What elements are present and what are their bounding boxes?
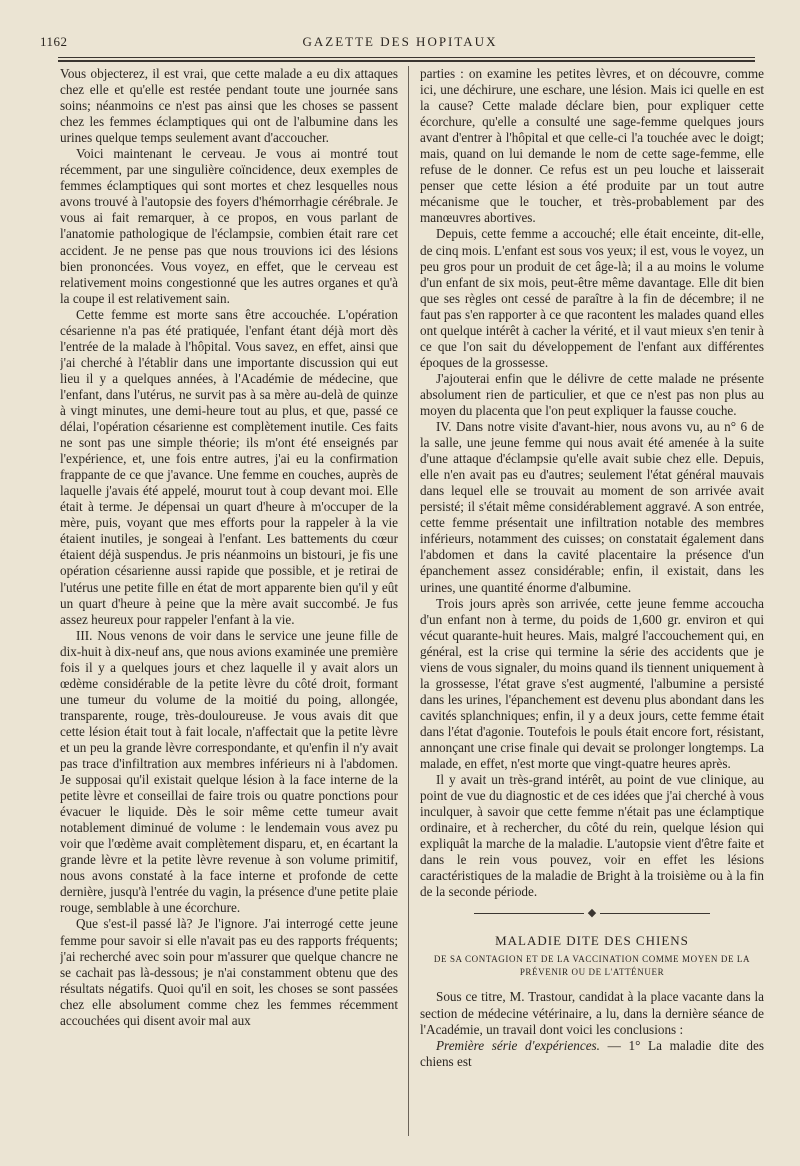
series-title: Première série d'expériences. [436, 1037, 600, 1053]
paragraph: Depuis, cette femme a accouché; elle était enceinte, dit-elle, de cinq mois. L'enfant est sous vos yeux; il est, vous le voyez, un peu gros pour un produit de cet âge-là; il a au moins le volume d'un enfant de six mois, peut-être même davantage. Elle dit bien que ses règles ont cessé de paraître à la fin de décembre; il ne faut pas s'en rapporter à ce que racontent les malades quand elles ont quelque intérêt à cacher la vérité, et il vaut mieux s'en tenir à ce que l'on sait du développement de l'enfant aux différentes époques de la grossesse. [420, 226, 764, 370]
left-column [60, 66, 398, 1146]
article-title: MALADIE DITE DES CHIENS [495, 933, 689, 949]
header-rule-thick [58, 60, 755, 62]
paragraph: Sous ce titre, M. Trastour, candidat à la place vacante dans la section de médecine vétérinaire, a lu, dans la dernière séance de l'Académie, un travail dont voici les conclusions : [420, 989, 764, 1037]
right-column [420, 66, 764, 1146]
ornament-icon: ◆ [587, 907, 597, 920]
paragraph: J'ajouterai enfin que le délivre de cette malade ne présente absolument rien de particulier, et que ce n'est pas non plus au moyen du placenta que l'on peut expliquer la fausse couche. [420, 370, 764, 418]
paragraph: IV. Dans notre visite d'avant-hier, nous avons vu, au n° 6 de la salle, une jeune femme qui nous avait été amenée à la suite d'une attaque d'éclampsie qu'elle avait subie chez elle. Depuis, elle n'en avait pas eu d'autres; seulement l'état général mauvais dans lequel elle se trouvait au moment de son arrivée avait persisté; il s'était même considérablement aggravé. A son entrée, cette femme présentait une infiltration notable des membres inférieurs, notamment des cuisses; on constatait également dans l'abdomen et dans la cavité placentaire la présence d'un épanchement assez considérable; enfin, il existait, dans les urines, une quantité énorme d'albumine. [420, 419, 764, 595]
paragraph: Que s'est-il passé là? Je l'ignore. J'ai interrogé cette jeune femme pour savoir si elle n'avait pas eu des rapports fréquents; j'ai recherché avec soin pour m'assurer que quelque chancre ne se cachait pas là-dessous; je n'ai constamment obtenu que des résultats négatifs. Quoi qu'il en soit, les choses se sont passées chez elle absolument comme chez les femmes récemment accouchées qui disent avoir mal aux [60, 916, 398, 1028]
paragraph: Voici maintenant le cerveau. Je vous ai montré tout récemment, par une singulière coïncidence, deux exemples de femmes éclamptiques qui sont mortes et chez lesquelles nous avons trouvé à l'autopsie des foyers d'hémorrhagie cérébrale. Je vous ai fait remarquer, à ce propos, en vous parlant de l'anatomie pathologique de l'éclampsie, combien était rare cet accident. Je ne pense pas que nous trouvions ici des lésions bien prononcées. Vous voyez, en effet, que le cerveau est relativement moins congestionné que les autres organes et qu'à la coupe il est relativement sain. [60, 146, 398, 306]
paragraph: parties : on examine les petites lèvres, et on découvre, comme ici, une déchirure, une eschare, une lésion. Mais ici quelle en est la cause? Cette malade déclare bien, pour expliquer cette écorchure, qu'elle a consulté une sage-femme quelques jours avant d'entrer à l'hôpital et que celle-ci l'a touchée avec le doigt; mais, quand on lui demande le nom de cette sage-femme, elle refuse de le donner. Ce refus est un peu louche et laisserait penser que cette lésion a été produite par un tout autre mécanisme que le toucher, et très-probablement par des manœuvres abortives. [420, 66, 764, 226]
paragraph [420, 1038, 764, 1070]
section-separator [420, 908, 764, 919]
article-subtitle: DE SA CONTAGION ET DE LA VACCINATION COMME MOYEN DE LA PRÉVENIR OU DE L'ATTÉNUER [433, 954, 751, 978]
page-header [40, 30, 760, 54]
paragraph: Il y avait un très-grand intérêt, au point de vue clinique, au point de vue du diagnostic et de ces idées que j'ai cherché à vous inculquer, à savoir que cette femme n'était pas une éclamptique ordinaire, et à rechercher, du côté du rein, quelque lésion qui expliquât la marche de la maladie. L'autopsie vient d'être faite et dans le rein vous pouvez, voir en effet les lésions caractéristiques de la maladie de Bright à la troisième ou à la fin de la seconde période. [420, 772, 764, 900]
paragraph: Trois jours après son arrivée, cette jeune femme accoucha d'un enfant non à terme, du poids de 1,600 gr. environ et qui vécut quarante-huit heures. Mais, malgré l'accouchement qui, en général, est la crise qui termine la série des accidents que je viens de vous signaler, du moins quand ils tiennent uniquement à la grossesse, l'état grave s'est augmenté, l'albumine a persisté dans les urines, l'épanchement est devenu plus abondant dans les cavités splanchniques; enfin, il y a deux jours, cette femme était dans l'état d'agonie. Toutefois le pouls était encore fort, résistant, annonçant une crise finale qui devait se prolonger longtemps. La malade, en effet, n'est morte que vingt-quatre heures après. [420, 595, 764, 772]
page-number: 1162 [40, 34, 68, 49]
paragraph: Cette femme est morte sans être accouchée. L'opération césarienne n'a pas été pratiquée, l'enfant étant déjà mort dès l'entrée de la malade à l'hôpital. Vous savez, en effet, ainsi que j'ai cherché à l'établir dans une importante discussion qui eut lieu il y a quelques années, à l'Académie de médecine, que l'enfant, dans l'utérus, ne survit pas à sa mère au-delà de quinze à vingt minutes, une demi-heure tout au plus, et que, passé ce délai, l'opération césarienne est complètement inutile. Ces faits ne sont pas une simple théorie; ils m'ont été enseignés par l'expérience, et, une fois entre autres, j'ai eu la confirmation frappante de ce que j'avance. Une femme en couches, auprès de laquelle j'avais été appelé, mourut tout à coup devant moi. Elle était à terme. Je dépensai un quart d'heure à m'occuper de la mère, puis, voyant que mes efforts pour la rappeler à la vie étaient inutiles, je songeai à l'enfant. Les battements du cœur étaient déjà suspendus. Je pris néanmoins un bistouri, je fis une opération césarienne aussi rapide que possible, et je retirai de l'utérus une petite fille en état de mort apparente bien qu'il y eût un quart d'heure à peine que la mère avait succombé. Je fus assez heureux pour rappeler l'enfant à la vie. [60, 306, 398, 627]
paragraph: Vous objecterez, il est vrai, que cette malade a eu dix attaques chez elle et qu'elle est restée pendant toute une journée sans soins; néanmoins ce n'est pas ainsi que les choses se passent chez les femmes éclamptiques qui ont de l'albumine dans les urines quelque temps seulement avant d'accoucher. [60, 66, 398, 146]
separator-line [474, 913, 584, 914]
column-divider [408, 66, 409, 1136]
journal-title: GAZETTE DES HOPITAUX [302, 34, 498, 49]
header-rule [58, 57, 755, 58]
separator-line [600, 913, 710, 914]
series-text: — 1° La maladie dite des chiens est [420, 1037, 764, 1069]
paragraph: III. Nous venons de voir dans le service une jeune fille de dix-huit à dix-neuf ans, que nous avions examinée une première fois il y a quelques jours et chez laquelle il y avait alors un œdème considérable de la petite lèvre du côté droit, formant une tumeur du volume de la moitié du poing, allongée, transparente, rouge, très-douloureuse. Je vous avais dit que cette lésion était tout à fait locale, n'affectait que la petite lèvre et un peu la grande lèvre correspondante, et qu'enfin il n'y avait pas trace d'infiltration aux membres inférieurs ni à l'abdomen. Je supposai qu'il existait quelque lésion à la face interne de la petite lèvre et conseillai de faire trois ou quatre ponctions pour évacuer le liquide. Dès le soir même cette tumeur avait notablement diminué de volume : le lendemain vous avez pu voir que l'œdème avait complètement disparu, et, en écartant la grande lèvre et la petite lèvre revenue à son volume primitif, nous avons constaté à la face interne et profonde de cette dernière, jusqu'à l'entrée du vagin, la présence d'une petite plaie rouge, semblable à une écorchure. [60, 627, 398, 916]
